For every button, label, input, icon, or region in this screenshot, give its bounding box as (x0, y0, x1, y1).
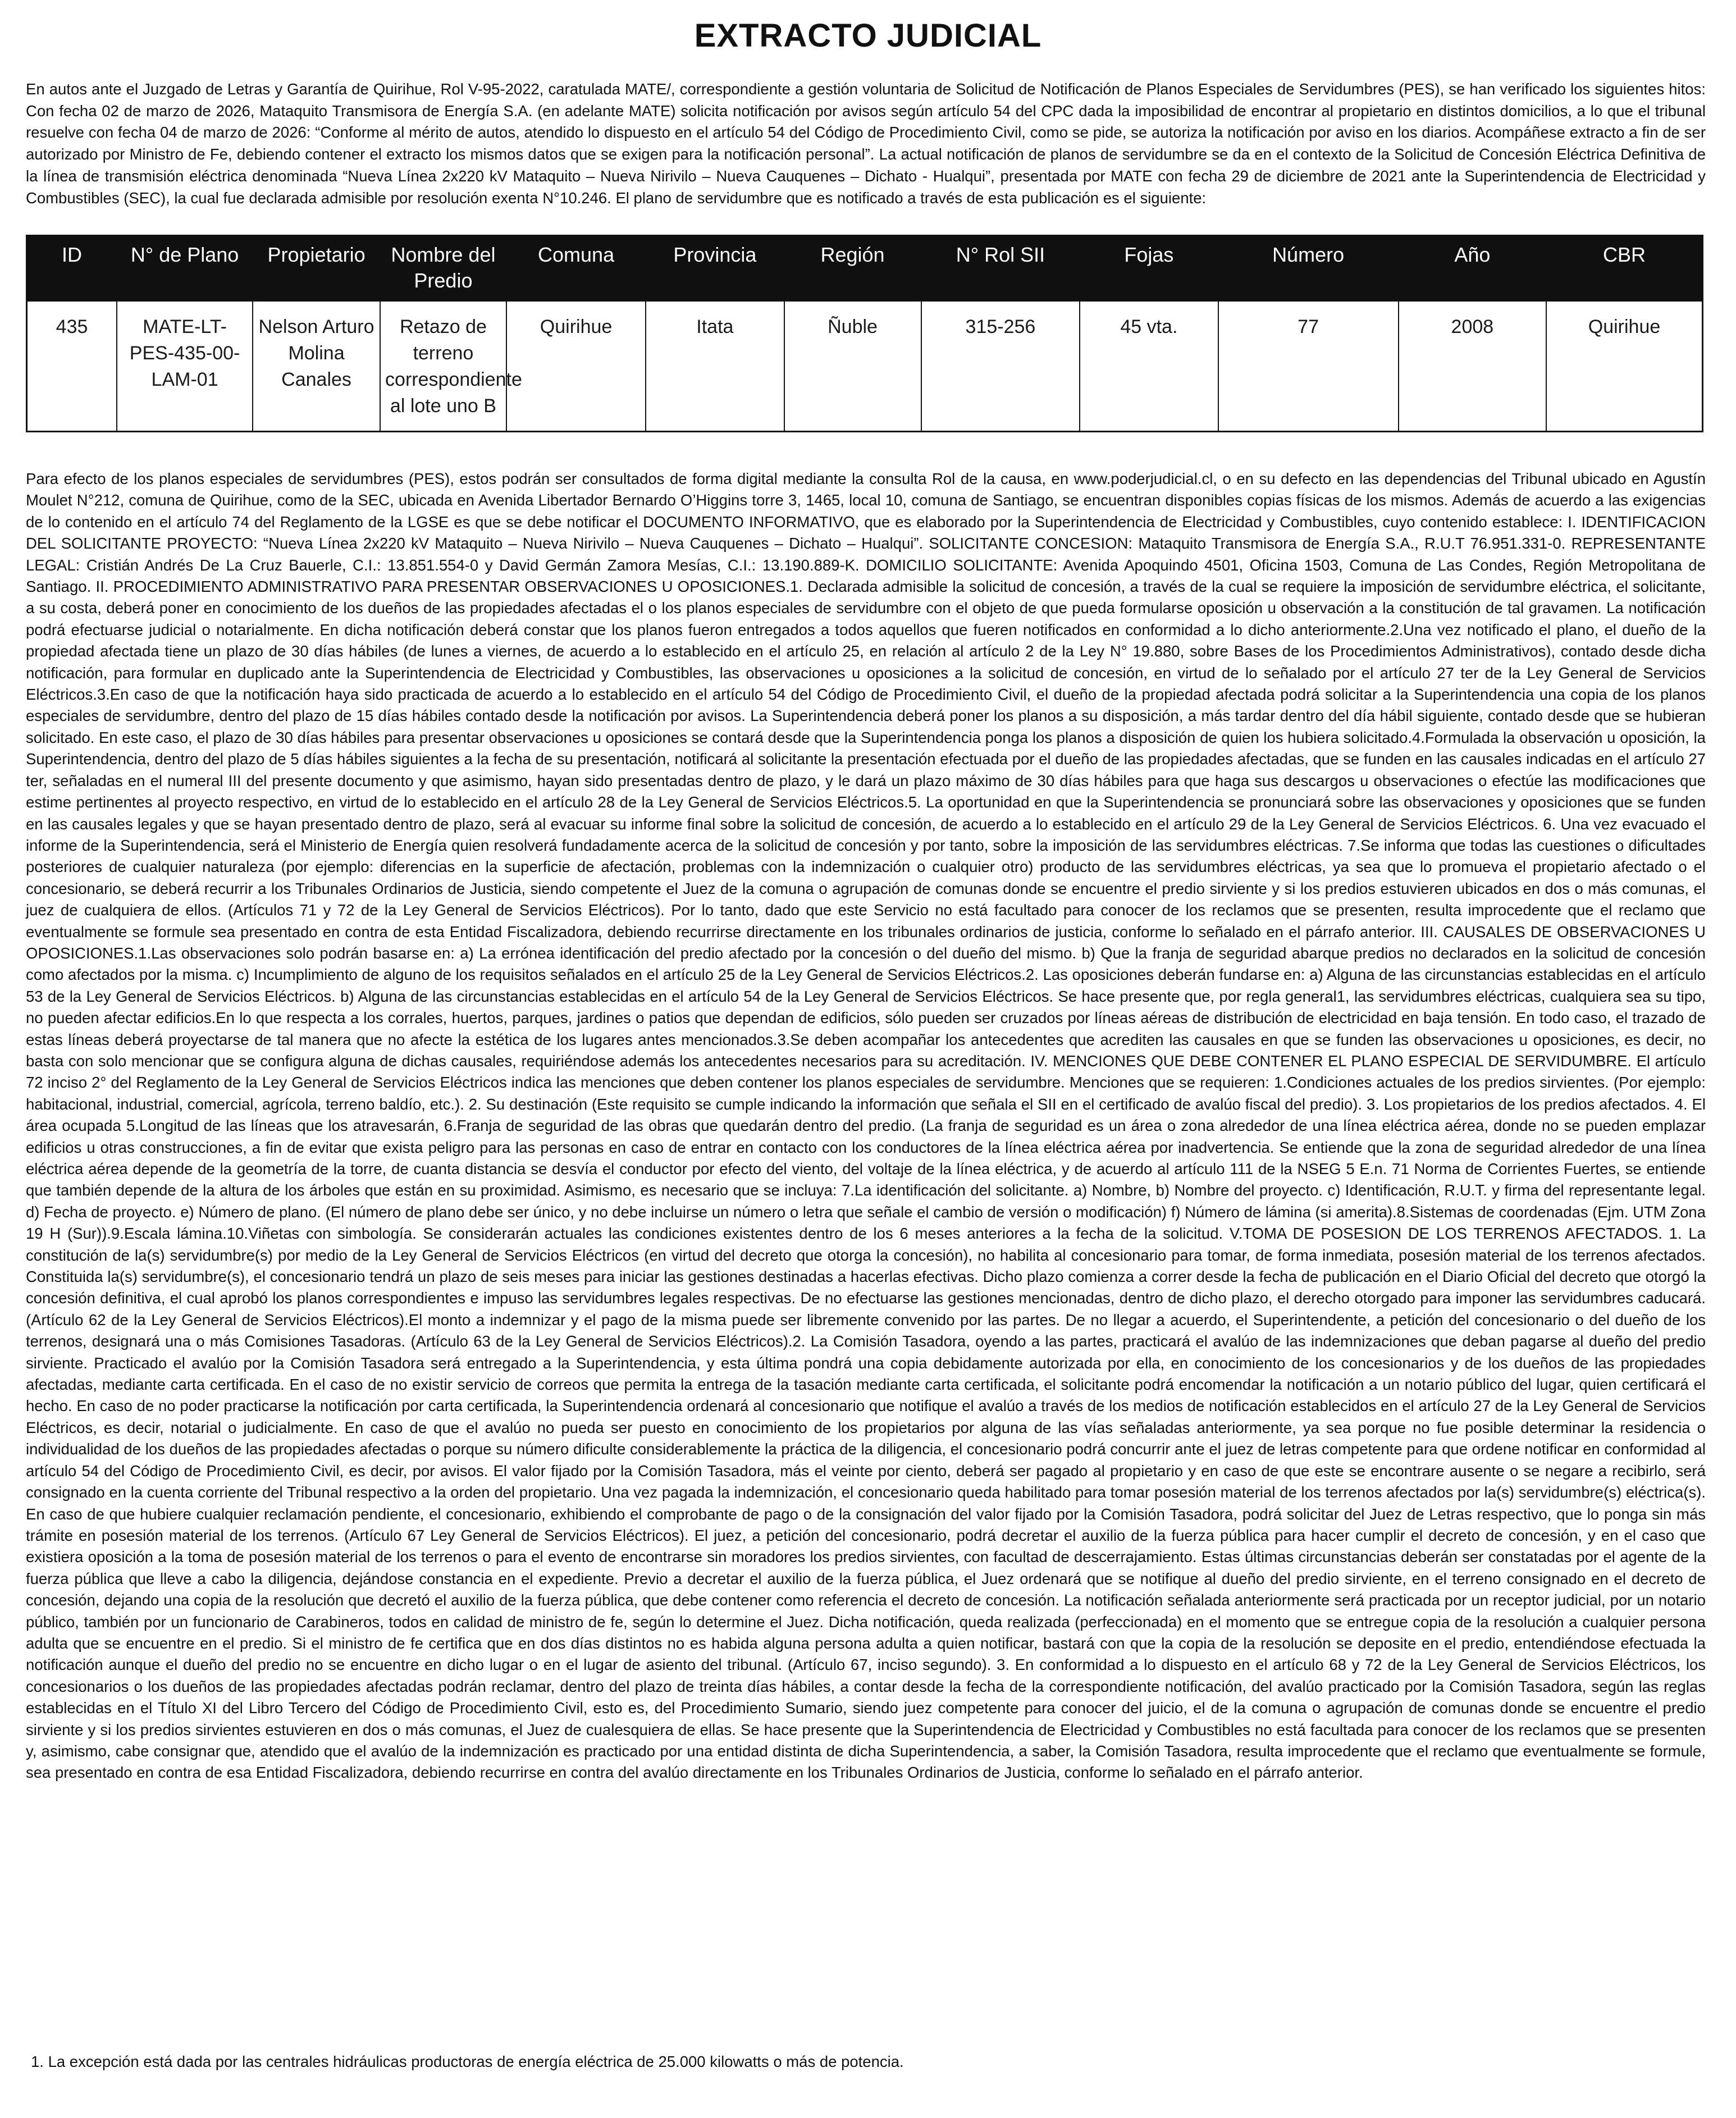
table-row (27, 301, 1703, 432)
footnote: 1. La excepción está dada por las centrales hidráulicas productoras de energía eléctrica de 25.000 kilowatts o más de potencia. (31, 2053, 904, 2070)
body-paragraph: Para efecto de los planos especiales de servidumbres (PES), estos podrán ser consultados de forma digital mediante la consulta Rol de la causa, en www.poderjudicial.cl, o en su defecto en las dependencias del Tribunal ubicado en Agustín Moulet N°212, comuna de Quirihue, como de la SEC, ubicada en Avenida Libertador Bernardo O’Higgins torre 3, 1465, local 10, comuna de Santiago, se encuentran disponibles copias físicas de los mismos. Además de acuerdo a las exigencias de lo contenido en el artículo 74 del Reglamento de la LGSE es que se debe notificar el DOCUMENTO INFORMATIVO, que es elaborado por la Superintendencia de Electricidad y Combustibles, cuyo contenido establece: I. IDENTIFICACION DEL SOLICITANTE PROYECTO: “Nueva Línea 2x220 kV Mataquito – Nueva Nirivilo – Nueva Cauquenes – Dichato – Hualqui”. SOLICITANTE CONCESION: Mataquito Transmisora de Energía S.A., R.U.T 76.951.331-0. REPRESENTANTE LEGAL: Cristián Andrés De La Cruz Bauerle, C.I.: 13.851.554-0 y David Germán Zamora Mesías, C.I.: 13.190.889-K. DOMICILIO SOLICITANTE: Avenida Apoquindo 4501, Oficina 1503, Comuna de Las Condes, Región Metropolitana de Santiago. II. PROCEDIMIENTO ADMINISTRATIVO PARA PRESENTAR OBSERVACIONES U OPOSICIONES.1. Declarada admisible la solicitud de concesión, a través de la cual se requiere la imposición de servidumbre eléctrica, el solicitante, a su costa, deberá poner en conocimiento de los dueños de las propiedades afectadas el o los planos especiales de servidumbre con el objeto de que pueda formularse oposición u observación a la constitución de tal gravamen. La notificación podrá efectuarse judicial o notarialmente. En dicha notificación deberá constar que los planos fueron entregados a todos aquellos que fueren notificados en conformidad a lo dicho anteriormente.2.Una vez notificado el plano, el dueño de la propiedad afectada tiene un plazo de 30 días hábiles (de lunes a viernes, de acuerdo a lo establecido en el artículo 25, en relación al artículo 2 de la Ley N° 19.880, sobre Bases de los Procedimientos Administrativos), contado desde dicha notificación, para formular en duplicado ante la Superintendencia de Electricidad y Combustibles, las observaciones u oposiciones a la solicitud de concesión, en virtud de lo señalado por el artículo 27 ter de la Ley General de Servicios Eléctricos.3.En caso de que la notificación haya sido practicada de acuerdo a lo establecido en el artículo 54 del Código de Procedimiento Civil, el dueño de la propiedad afectada podrá solicitar a la Superintendencia una copia de los planos especiales de servidumbre, dentro del plazo de 15 días hábiles contado desde la notificación por avisos. La Superintendencia deberá poner los planos a su disposición, a más tardar dentro del día hábil siguiente, contado desde que se hubieran solicitado. En este caso, el plazo de 30 días hábiles para presentar observaciones u oposiciones se contará desde que la Superintendencia ponga los planos a disposición de quien los hubiera solicitado.4.Formulada la observación u oposición, la Superintendencia, dentro del plazo de 5 días hábiles siguientes a la fecha de su presentación, notificará al solicitante la presentación efectuada por el dueño de las propiedades afectadas, que se funden en las causales indicadas en el artículo 27 ter, señaladas en el numeral III del presente documento y que asimismo, hayan sido presentadas dentro de plazo, y le dará un plazo máximo de 30 días hábiles para que haga sus descargos u observaciones o efectúe las modificaciones que estime pertinentes al proyecto respectivo, en virtud de lo establecido en el artículo 28 de la Ley General de Servicios Eléctricos.5. La oportunidad en que la Superintendencia se pronunciará sobre las observaciones y oposiciones que se funden en las causales legales y que se hayan presentado dentro de plazo, será al evacuar su informe final sobre la solicitud de concesión, de acuerdo a lo establecido en el artículo 29 de la Ley General de Servicios Eléctricos. 6. Una vez evacuado el informe de la Superintendencia, será el Ministerio de Energía quien resolverá fundadamente acerca de la solicitud de concesión y por tanto, sobre la imposición de las servidumbres eléctricas. 7.Se informa que todas las cuestiones o dificultades posteriores de cualquier naturaleza (por ejemplo: diferencias en la superficie de afectación, problemas con la indemnización o cualquier otro) producto de las servidumbres eléctricas, ya sea que lo promueva el propietario afectado o el concesionario, se deberá recurrir a los Tribunales Ordinarios de Justicia, siendo competente el Juez de la comuna o agrupación de comunas donde se encuentre el predio sirviente y si los predios estuvieren ubicados en dos o más comunas, el juez de cualquiera de ellos. (Artículos 71 y 72 de la Ley General de Servicios Eléctricos). Por lo tanto, dado que este Servicio no está facultado para conocer de los reclamos que se presenten, resulta improcedente que el reclamo que eventualmente se formule sea presentado en contra de esta Entidad Fiscalizadora, debiendo recurrirse directamente en los tribunales ordinarios de justicia, conforme lo señalado en el párrafo anterior. III. CAUSALES DE OBSERVACIONES U OPOSICIONES.1.Las observaciones solo podrán basarse en: a) La errónea identificación del predio afectado por la concesión o del dueño del mismo. b) Que la franja de seguridad abarque predios no declarados en la solicitud de concesión como afectados por la misma. c) Incumplimiento de alguno de los requisitos señalados en el artículo 25 de la Ley General de Servicios Eléctricos.2. Las oposiciones deberán fundarse en: a) Alguna de las circunstancias establecidas en el artículo 53 de la Ley General de Servicios Eléctricos. b) Alguna de las circunstancias establecidas en el artículo 54 de la Ley General de Servicios Eléctricos. Se hace presente que, por regla general1, las servidumbres eléctricas, cualquiera sea su tipo, no pueden afectar edificios.En lo que respecta a los corrales, huertos, parques, jardines o patios que dependan de edificios, sólo pueden ser cruzados por líneas aéreas de distribución de electricidad en baja tensión. En todo caso, el trazado de estas líneas deberá proyectarse de tal manera que no afecte la estética de los lugares antes mencionados.3.Se deben acompañar los antecedentes que acrediten las causales en que se funden las observaciones u oposiciones, es decir, no basta con solo mencionar que se configura alguna de dichas causales, requiriéndose además los antecedentes necesarios para su acreditación. IV. MENCIONES QUE DEBE CONTENER EL PLANO ESPECIAL DE SERVIDUMBRE. El artículo 72 inciso 2° del Reglamento de la Ley General de Servicios Eléctricos indica las menciones que deben contener los planos especiales de servidumbre. Menciones que se requieren: 1.Condiciones actuales de los predios sirvientes. (Por ejemplo: habitacional, industrial, comercial, agrícola, terreno baldío, etc.). 2. Su destinación (Este requisito se cumple indicando la información que señala el SII en el certificado de avalúo fiscal del predio). 3. Los propietarios de los predios afectados. 4. El área ocupada 5.Longitud de las líneas que los atravesarán, 6.Franja de seguridad de las obras que quedarán dentro del predio. (La franja de seguridad es un área o zona alrededor de una línea eléctrica aérea, donde no se pueden emplazar edificios u otras construcciones, a fin de evitar que exista peligro para las personas en caso de entrar en contacto con los conductores de la línea eléctrica aérea por inadvertencia. Se entiende que la zona de seguridad alrededor de una línea eléctrica aérea depende de la geometría de la torre, de cuanta distancia se desvía el conductor por efecto del viento, del voltaje de la línea eléctrica, y de acuerdo al artículo 111 de la NSEG 5 E.n. 71 Norma de Corrientes Fuertes, se entiende que también depende de la altura de los árboles que están en su proximidad. Asimismo, es necesario que se incluya: 7.La identificación del solicitante. a) Nombre, b) Nombre del proyecto. c) Identificación, R.U.T. y firma del representante legal. d) Fecha de proyecto. e) Número de plano. (El número de plano debe ser único, y no debe incluirse un número o letra que señale el cambio de versión o modificación) f) Número de lámina (si amerita).8.Sistemas de coordenadas (Ejm. UTM Zona 19 H (Sur)).9.Escala lámina.10.Viñetas con simbología. Se considerarán actuales las condiciones existentes dentro de los 6 meses anteriores a la fecha de la solicitud. V.TOMA DE POSESION DE LOS TERRENOS AFECTADOS. 1. La constitución de la(s) servidumbre(s) por medio de la Ley General de Servicios Eléctricos (en virtud del decreto que otorga la concesión), no habilita al concesionario para tomar, de forma inmediata, posesión material de los terrenos afectados. Constituida la(s) servidumbre(s), el concesionario tendrá un plazo de seis meses para iniciar las gestiones destinadas a hacerlas efectivas. Dicho plazo comienza a correr desde la fecha de publicación en el Diario Oficial del decreto que otorgó la concesión definitiva, el cual aprobó los planos correspondientes e impuso las servidumbres legales respectivas. De no efectuarse las gestiones mencionadas, dentro de dicho plazo, el derecho otorgado para imponer las servidumbres caducará. (Artículo 62 de la Ley General de Servicios Eléctricos).El monto a indemnizar y el pago de la misma puede ser libremente convenido por las partes. De no llegar a acuerdo, el Superintendente, a petición del concesionario o del dueño de los terrenos, designará una o más Comisiones Tasadoras. (Artículo 63 de la Ley General de Servicios Eléctricos).2. La Comisión Tasadora, oyendo a las partes, practicará el avalúo de las indemnizaciones que deban pagarse al dueño del predio sirviente. Practicado el avalúo por la Comisión Tasadora será entregado a la Superintendencia, y esta última pondrá una copia debidamente autorizada por ella, en conocimiento de los concesionarios y de los dueños de las propiedades afectadas, mediante carta certificada. En el caso de no existir servicio de correos que permita la entrega de la tasación mediante carta certificada, el solicitante podrá encomendar la notificación a un notario público del lugar, quien certificará el hecho. En caso de no poder practicarse la notificación por carta certificada, la Superintendencia ordenará al concesionario que notifique el avalúo a través de los medios de notificación establecidos en el artículo 27 de la Ley General de Servicios Eléctricos, es decir, notarial o judicialmente. En caso de que el avalúo no pueda ser puesto en conocimiento de los propietarios por alguna de las vías señaladas anteriormente, ya sea porque no fue posible determinar la residencia o individualidad de los dueños de las propiedades afectadas o porque su número dificulte considerablemente la práctica de la diligencia, el concesionario podrá concurrir ante el juez de letras competente para que ordene notificar en conformidad al artículo 54 del Código de Procedimiento Civil, es decir, por avisos. El valor fijado por la Comisión Tasadora, más el veinte por ciento, deberá ser pagado al propietario y en caso de que este se encontrare ausente o se negare a recibirlo, será consignado en la cuenta corriente del Tribunal respectivo a la orden del propietario. Una vez pagada la indemnización, el concesionario queda habilitado para tomar posesión material de los terrenos afectados por la(s) servidumbre(s) eléctrica(s). En caso de que hubiere cualquier reclamación pendiente, el concesionario, exhibiendo el comprobante de pago o de la consignación del valor fijado por la Comisión Tasadora, podrá solicitar del Juez de Letras respectivo, que lo ponga sin más trámite en posesión material de los terrenos. (Artículo 67 Ley General de Servicios Eléctricos). El juez, a petición del concesionario, podrá decretar el auxilio de la fuerza pública para hacer cumplir el decreto de concesión, y en el caso que existiera oposición a la toma de posesión material de los terrenos o para el evento de encontrarse sin moradores los predios sirvientes, con facultad de descerrajamiento. Estas últimas circunstancias deberán ser constatadas por el agente de la fuerza pública que lleve a cabo la diligencia, dejándose constancia en el expediente. Previo a decretar el auxilio de la fuerza pública, el Juez ordenará que se notifique al dueño del predio sirviente, en el terreno consignado en el decreto de concesión, dejando una copia de la resolución que decretó el auxilio de la fuerza pública, que debe contener como referencia el decreto de concesión. La notificación señalada anteriormente será practicada por un receptor judicial, por un notario público, también por un funcionario de Carabineros, todos en calidad de ministro de fe, según lo determine el Juez. Dicha notificación, queda realizada (perfeccionada) en el momento que se entregue copia de la resolución a cualquier persona adulta que se encuentre en el predio. Si el ministro de fe certifica que en dos días distintos no es habida alguna persona adulta a quien notificar, bastará con que la copia de la resolución se deposite en el predio, entendiéndose efectuada la notificación aunque el dueño del predio no se encuentre en dicho lugar o en el lugar de asiento del tribunal. (Artículo 67, inciso segundo). 3. En conformidad a lo dispuesto en el artículo 68 y 72 de la Ley General de Servicios Eléctricos, los concesionarios o los dueños de las propiedades afectadas podrán reclamar, dentro del plazo de treinta días hábiles, a contar desde la fecha de la correspondiente notificación, del avalúo practicado por la Comisión Tasadora, según las reglas establecidas en el Título XI del Libro Tercero del Código de Procedimiento Civil, esto es, del Procedimiento Sumario, siendo juez competente para conocer del juicio, el de la comuna o agrupación de comunas donde se encuentre el predio sirviente y si los predios sirvientes estuvieren en dos o más comunas, el Juez de cualesquiera de ellas. Se hace presente que la Superintendencia de Electricidad y Combustibles no está facultada para conocer de los reclamos que se presenten y, asimismo, cabe consignar que, atendido que el avalúo de la indemnización es practicado por una entidad distinta de dicha Superintendencia, a saber, la Comisión Tasadora, resulta improcedente que el reclamo que eventualmente se formule, sea presentado en contra de esa Entidad Fiscalizadora, debiendo recurrirse en contra del avalúo directamente en los Tribunales Ordinarios de Justicia, conforme lo señalado en el párrafo anterior. (26, 470, 1706, 1782)
cell-plano: MATE-LT-PES-435-00-LAM-01 (117, 301, 253, 432)
intro-paragraph: En autos ante el Juzgado de Letras y Garantía de Quirihue, Rol V-95-2022, caratulada MATE/, correspondiente a gestión voluntaria de Solicitud de Notificación de Planos Especiales de Servidumbres (PES), se han verificado los siguientes hitos: Con fecha 02 de marzo de 2026, Mataquito Transmisora de Energía S.A. (en adelante MATE) solicita notificación por avisos según artículo 54 del CPC dada la imposibilidad de encontrar al propietario en distintos domicilios, a lo que el tribunal resuelve con fecha 04 de marzo de 2026: “Conforme al mérito de autos, atendido lo dispuesto en el artículo 54 del Código de Procedimiento Civil, como se pide, se autoriza la notificación por aviso en los diarios. Acompáñese extracto a fin de ser autorizado por Ministro de Fe, debiendo contener el extracto los mismos datos que se exigen para la notificación personal”. La actual notificación de planos de servidumbre se da en el contexto de la Solicitud de Concesión Eléctrica Definitiva de la línea de transmisión eléctrica denominada “Nueva Línea 2x220 kV Mataquito – Nueva Nirivilo – Nueva Cauquenes – Dichato - Hualqui”, presentada por MATE con fecha 29 de diciembre de 2021 ante la Superintendencia de Electricidad y Combustibles (SEC), la cual fue declarada admisible por resolución exenta N°10.246. El plano de servidumbre que es notificado a través de esta publicación es el siguiente: (26, 80, 1706, 207)
column-header-id: ID (27, 236, 117, 302)
cell-id: 435 (56, 316, 88, 337)
column-header-comuna: Comuna (506, 236, 646, 302)
servitude-plan-table (26, 235, 1703, 432)
cell-propietario: Nelson Arturo Molina Canales (253, 301, 380, 432)
cell-region: Ñuble (784, 301, 921, 432)
document-title: EXTRACTO JUDICIAL (694, 17, 1042, 54)
cell-ano: 2008 (1399, 301, 1546, 432)
table-header-row (27, 236, 1703, 302)
column-header-predio: Nombre del Predio (380, 236, 506, 302)
column-header-region: Región (784, 236, 921, 302)
column-header-propietario: Propietario (253, 236, 380, 302)
cell-comuna: Quirihue (506, 301, 646, 432)
cell-rol-sii: 315-256 (921, 301, 1080, 432)
cell-fojas: 45 vta. (1080, 301, 1218, 432)
column-header-fojas: Fojas (1080, 236, 1218, 302)
column-header-numero: Número (1218, 236, 1399, 302)
cell-provincia: Itata (646, 301, 784, 432)
column-header-ano: Año (1399, 236, 1546, 302)
cell-cbr: Quirihue (1546, 301, 1702, 432)
cell-numero: 77 (1218, 301, 1399, 432)
column-header-cbr: CBR (1546, 236, 1702, 302)
column-header-plano: N° de Plano (117, 236, 253, 302)
column-header-rol-sii: N° Rol SII (921, 236, 1080, 302)
cell-predio: Retazo de terreno correspondiente al lote uno B (380, 301, 506, 432)
column-header-provincia: Provincia (646, 236, 784, 302)
